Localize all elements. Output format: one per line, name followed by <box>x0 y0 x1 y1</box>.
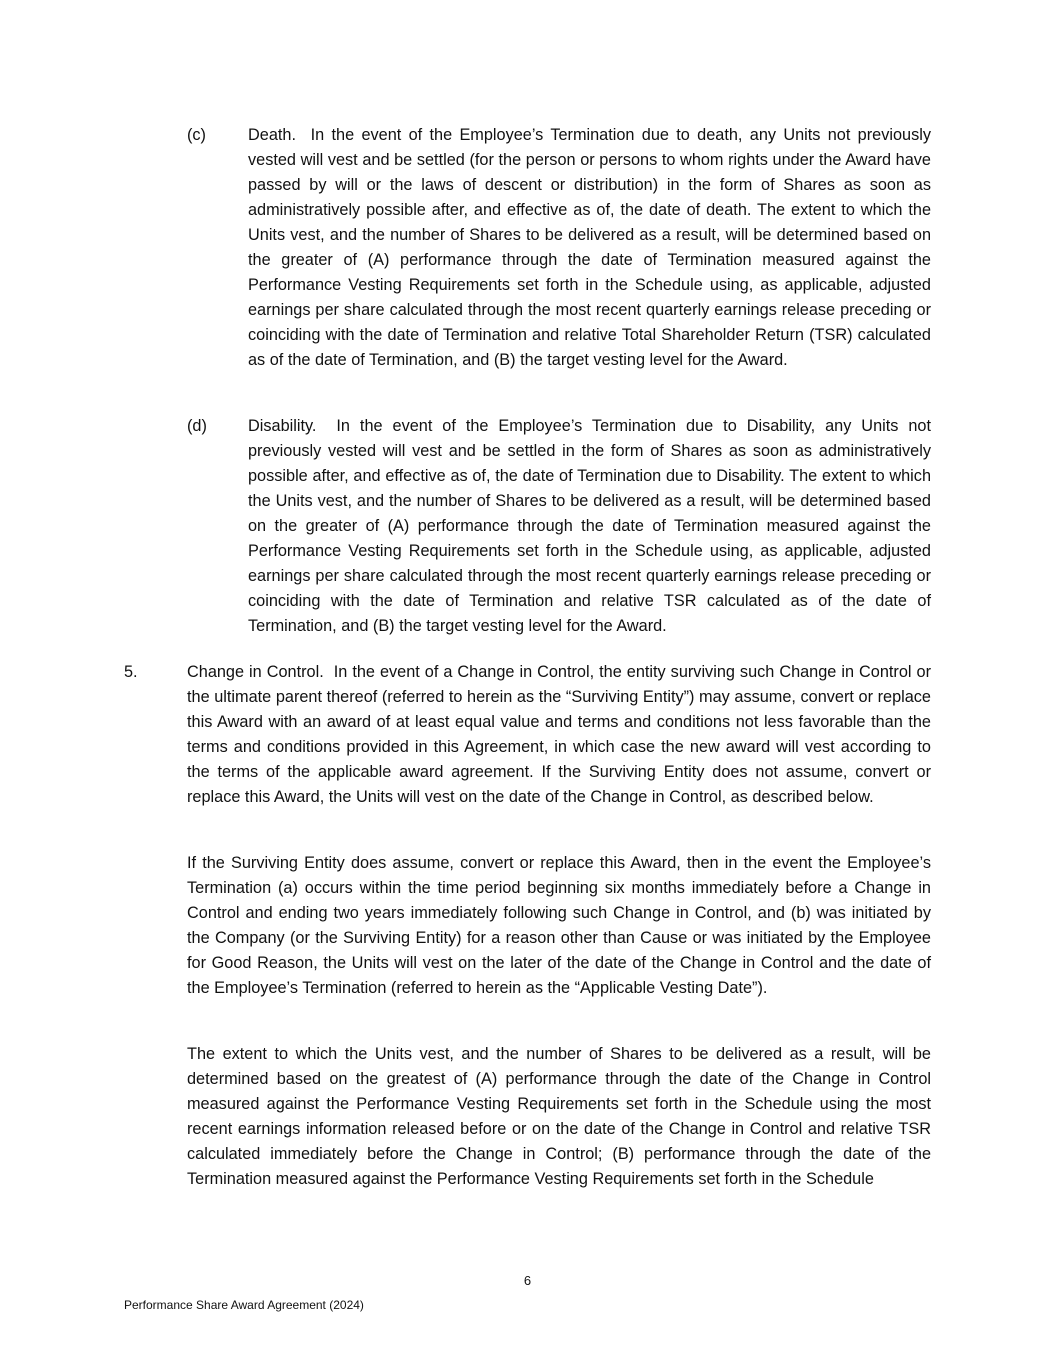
subsection-c-paragraph <box>248 123 931 373</box>
subsection-d-body: In the event of the Employee’s Termination due to Disability, any Units not previously vested will vest and be settled in the form of Shares as soon as administratively possible after, and effective as of, the date of Termination due to Disability. The extent to which the Units vest, and the number of Shares to be delivered as a result, will be determined based on the greater of (A) performance through the date of Termination measured against the Performance Vesting Requirements set forth in the Schedule using, as applicable, adjusted earnings per share calculated through the most recent quarterly earnings release preceding or coinciding with the date of Termination and relative TSR calculated as of the date of Termination, and (B) the target vesting level for the Award. <box>248 417 931 635</box>
section-5-number: 5. <box>124 663 138 681</box>
section-5-paragraph-1 <box>187 660 931 810</box>
section-5-body-1: In the event of a Change in Control, the entity surviving such Change in Control or the ultimate parent thereof (referred to herein as the “Surviving Entity”) may assume, convert or replace this Award with an award of at least equal value and terms and conditions not less favorable than the terms and conditions provided in this Agreement, in which case the new award will vest according to the terms of the applicable award agreement. If the Surviving Entity does not assume, convert or replace this Award, the Units will vest on the date of the Change in Control, as described below. <box>187 663 931 806</box>
subsection-c-label: (c) <box>187 126 206 144</box>
section-5-paragraph-2: If the Surviving Entity does assume, convert or replace this Award, then in the event the Employee’s Termination (a) occurs within the time period beginning six months immediately before a Change in Control and ending two years immediately following such Change in Control, and (b) was initiated by the Company (or the Surviving Entity) for a reason other than Cause or was initiated by the Employee for Good Reason, the Units will vest on the later of the date of the Change in Control and the date of the Employee’s Termination (referred to herein as the “Applicable Vesting Date”). <box>187 854 931 997</box>
section-5-heading: Change in Control. <box>187 663 324 681</box>
subsection-c-heading: Death. <box>248 126 296 144</box>
section-5-paragraph-3: The extent to which the Units vest, and the number of Shares to be delivered as a result, will be determined based on the greatest of (A) performance through the date of the Change in Control measured against the Performance Vesting Requirements set forth in the Schedule using the most recent earnings information released before or on the date of the Change in Control and relative TSR calculated immediately before the Change in Control; (B) performance through the date of the Termination measured against the Performance Vesting Requirements set forth in the Schedule <box>187 1045 931 1188</box>
page-number: 6 <box>523 1273 532 1288</box>
footer-document-title: Performance Share Award Agreement (2024) <box>124 1298 364 1312</box>
subsection-d-label: (d) <box>187 417 207 435</box>
subsection-d-heading: Disability. <box>248 417 317 435</box>
subsection-c-body: In the event of the Employee’s Termination due to death, any Units not previously vested will vest and be settled (for the person or persons to whom rights under the Award have passed by will or the laws of descent or distribution) in the form of Shares as soon as administratively possible after, and effective as of, the date of death. The extent to which the Units vest, and the number of Shares to be delivered as a result, will be determined based on the greater of (A) performance through the date of Termination measured against the Performance Vesting Requirements set forth in the Schedule using, as applicable, adjusted earnings per share calculated through the most recent quarterly earnings release preceding or coinciding with the date of Termination and relative Total Shareholder Return (TSR) calculated as of the date of Termination, and (B) the target vesting level for the Award. <box>248 126 931 369</box>
subsection-d-paragraph <box>248 414 931 639</box>
